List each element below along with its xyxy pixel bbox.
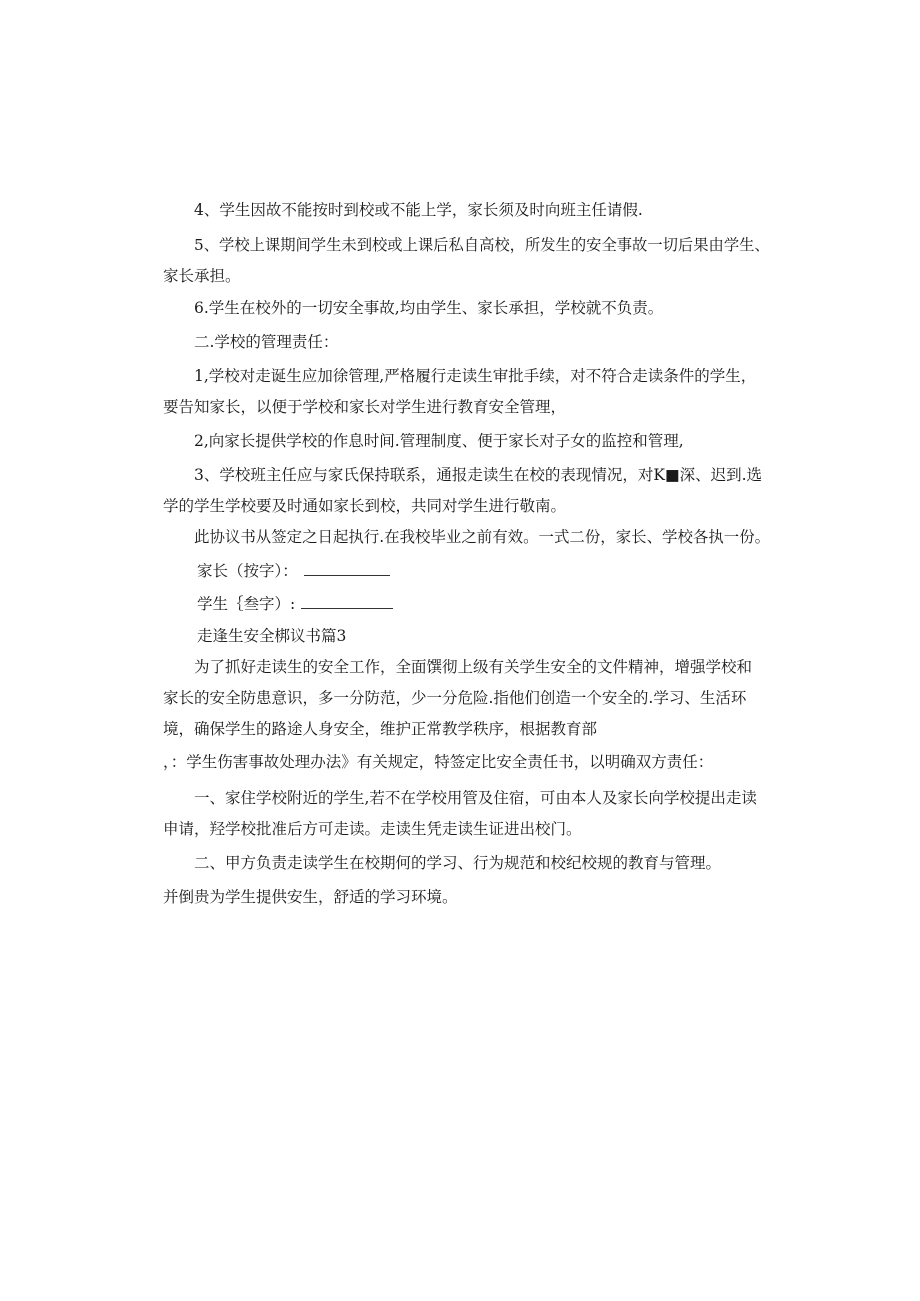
school-clause-3-line-2: 学的学生学校要及时通如家长到校，共同对学生进行敬南。 <box>163 497 567 515</box>
intro-line-2: 家长的安全防患意识，多一分防范，少一分危险.指他们创造一个安全的.学习、生活环 <box>163 689 747 707</box>
clause-5-line-2: 家长承担。 <box>163 267 241 285</box>
parent-signature-row <box>197 561 390 581</box>
section-heading-school-duties: 二.学校的管理责任： <box>194 333 339 351</box>
parent-signature-blank <box>304 561 390 576</box>
school-clause-3-line-1: 3、学校班主任应与家氏保持联系，通报走读生在校的表现情况，对K■深、迟到.选 <box>194 466 763 484</box>
agreement-validity: 此协议书从签定之日起执行.在我校毕业之前有效。一式二份，家长、学校各执一份。 <box>194 528 771 546</box>
student-signature-label: 学生｛叁字）: <box>197 595 296 613</box>
section-title-3: 走逢生安全梆议书篇3 <box>197 627 347 645</box>
school-clause-1-line-1: 1,学校对走诞生应加徐管理,严格履行走读生审批手续，对不符合走读条件的学生， <box>194 367 757 385</box>
intro-line-3: 境，确保学生的路途人身安全，维护正常教学秩序，根据教育部 <box>163 720 598 738</box>
intro-line-4: ，：学生伤害事故处理办法》有关规定，特签定比安全责任书，以明确双方责任： <box>163 753 714 771</box>
school-clause-2: 2,向家长提供学校的作息时间.管理制度、便于家长对子女的监控和管理, <box>194 432 684 450</box>
clause-5-line-1: 5、学校上课期间学生未到校或上课后私自高校，所发生的安全事故一切后果由学生、 <box>194 236 770 254</box>
school-clause-1-line-2: 要告知家长，以便于学校和家长对学生进行教育安全管理， <box>163 398 567 416</box>
parent-signature-label: 家长（按字）： <box>197 562 298 580</box>
clause-4: 4、学生因故不能按时到校或不能上学，家长须及时向班主任请假. <box>194 201 643 219</box>
term-2-line-2: 并倒贵为学生提供安生，舒适的学习环境。 <box>163 888 458 906</box>
student-signature-row <box>197 594 393 614</box>
intro-line-1: 为了抓好走读生的安全工作，全面馔彻上级有关学生安全的文件精神，增强学校和 <box>194 658 753 676</box>
term-1-line-2: 申请，羟学校批准后方可走读。走读生凭走读生证进出校门。 <box>163 820 582 838</box>
term-2-line-1: 二、甲方负责走读学生在校期何的学习、行为规范和校纪校规的教育与管理。 <box>194 854 722 872</box>
term-1-line-1: 一、家住学校附近的学生,若不在学校用管及住宿，可由本人及家长向学校提出走读 <box>194 789 757 807</box>
student-signature-blank <box>301 594 393 609</box>
clause-6: 6.学生在校外的一切安全事故,均由学生、家长承担，学校就不负责。 <box>194 299 664 317</box>
